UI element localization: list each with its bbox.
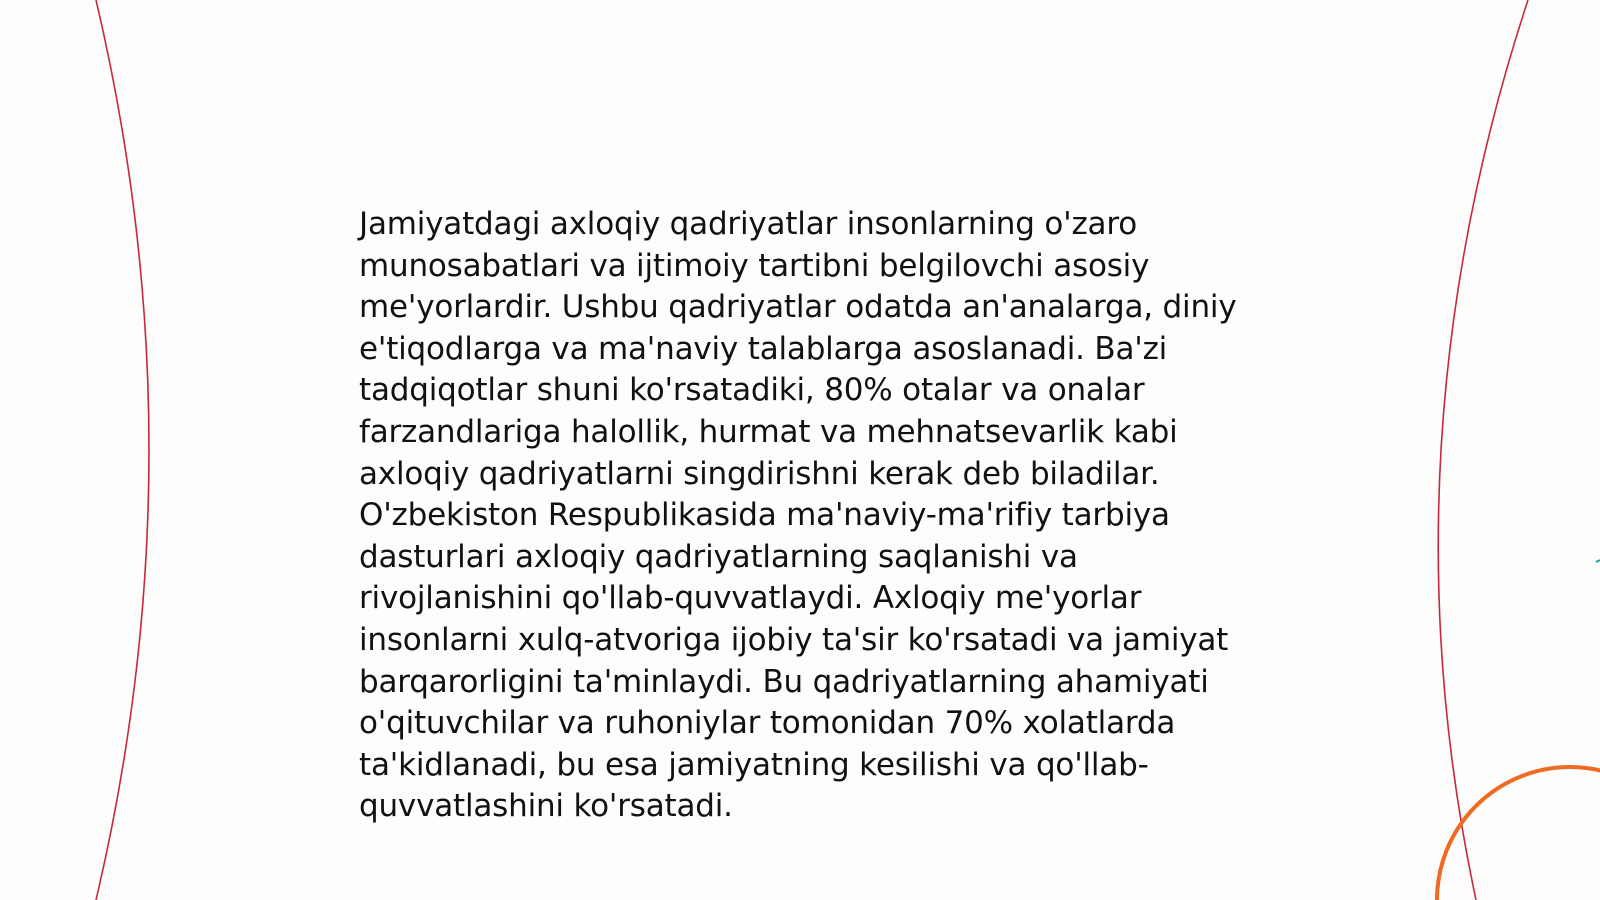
body-paragraph: Jamiyatdagi axloqiy qadriyatlar insonlarning o'zaro munosabatlari va ijtimoiy tartibni belgilovchi asosiy me'yorlardir. Ushbu qadriyatlar odatda an'analarga, diniy e'tiqodlarga va ma'naviy talablarga asoslanadi. Ba'zi tadqiqotlar shuni ko'rsatadiki, 80% otalar va onalar farzandlariga halollik, hurmat va mehnatsevarlik kabi axloqiy qadriyatlarni singdirishni kerak deb biladilar. O'zbekiston Respublikasida ma'naviy-ma'rifiy tarbiya dasturlari axloqiy qadriyatlarning saqlanishi va rivojlanishini qo'llab-quvvatlaydi. Axloqiy me'yorlar insonlarni xulq-atvoriga ijobiy ta'sir ko'rsatadi va jamiyat barqarorligini ta'minlaydi. Bu qadriyatlarning ahamiyati o'qituvchilar va ruhoniylar tomonidan 70% xolatlarda ta'kidlanadi, bu esa jamiyatning kesilishi va qo'llab-quvvatlashini ko'rsatadi. [359,206,1237,825]
orange-circle-outline [1437,767,1600,900]
left-arc-line [96,0,149,900]
right-arc-line [1438,0,1528,900]
teal-accent-mark [1596,560,1600,562]
